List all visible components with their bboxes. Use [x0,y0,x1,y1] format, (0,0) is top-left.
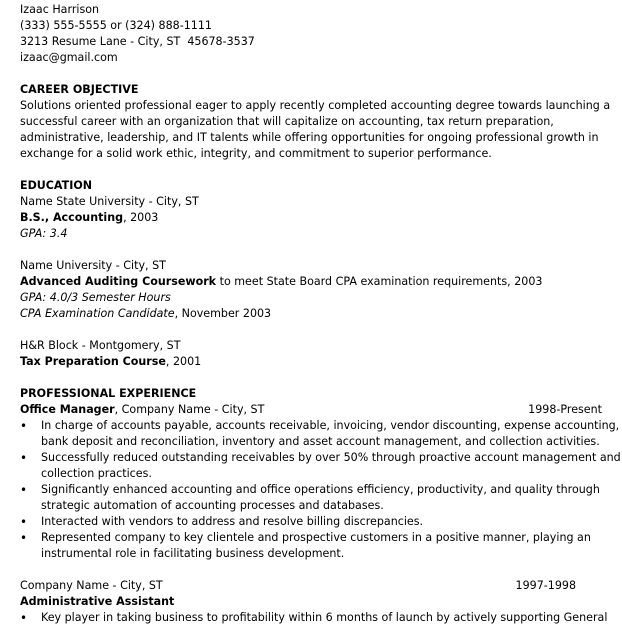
section-heading-experience: PROFESSIONAL EXPERIENCE [20,387,197,400]
list-item [20,530,602,562]
spacer [20,66,602,82]
spacer [20,242,602,258]
resume-document [20,2,621,626]
job-header [20,578,576,594]
bullet-line: Key player in taking business to profitability within 6 months of launch by actively supporting General [41,611,608,624]
section-heading-education: EDUCATION [20,179,93,192]
list-item [20,450,621,482]
bullet-line: collection practices. [41,467,152,480]
job-dates: 1998-Present [528,403,602,416]
education-entry [20,194,602,242]
job-entry [20,402,621,562]
candidate-label: CPA Examination Candidate [20,307,175,320]
bullet-icon: • [20,451,28,465]
bullet-line: Successfully reduced outstanding receivables by over 50% through proactive account management and [41,451,621,464]
bullet-icon: • [20,531,28,545]
contact-phone: (333) 555-5555 or (324) 888-1111 [20,19,212,32]
job-company: , Company Name - City, ST [114,403,265,416]
contact-address: 3213 Resume Lane - City, ST 45678-3537 [20,35,255,48]
objective-line: successful career with an organization that will capitalize on accounting, tax return preparation, [20,115,554,128]
list-item [20,418,620,450]
bullet-line: instrumental role in facilitating business development. [41,547,345,560]
job-header [20,402,602,418]
objective-line: exchange for a solid work ethic, integrity, and commitment to superior performance. [20,147,492,160]
job-company: Company Name - City, ST [20,579,163,592]
bullet-icon: • [20,611,28,625]
degree-name: B.S., Accounting [20,211,124,224]
education-entry [20,338,602,370]
bullet-line: Interacted with vendors to address and resolve billing discrepancies. [41,515,424,528]
experience-section [20,386,621,626]
degree-year: , 2003 [123,211,159,224]
job-dates: 1997-1998 [515,579,576,592]
bullet-line: strategic automation of accounting processes and databases. [41,499,384,512]
bullet-icon: • [20,515,28,529]
spacer [20,562,602,578]
contact-section [20,2,602,66]
job-title: Office Manager [20,403,115,416]
spacer [20,162,602,178]
bullet-line: bank deposit and reconciliation, inventory and asset account management, and collection activities. [41,435,600,448]
education-school: Name State University - City, ST [20,195,199,208]
job-bullet-list [20,610,608,626]
bullet-line: Represented company to key clientele and prospective customers in a positive manner, playing an [41,531,591,544]
job-title-company [20,402,264,418]
list-item [20,610,608,626]
education-degree [20,210,602,226]
job-title: Administrative Assistant [20,595,175,608]
course-detail: to meet State Board CPA examination requirements, 2003 [216,275,543,288]
contact-email: izaac@gmail.com [20,51,118,64]
education-school: H&R Block - Montgomery, ST [20,339,181,352]
education-gpa: GPA: 3.4 [20,227,68,240]
bullet-line: Significantly enhanced accounting and office operations efficiency, productivity, and quality through [41,483,600,496]
course-year: , 2001 [165,355,202,368]
objective-line: Solutions oriented professional eager to apply recently completed accounting degree towards launching a [20,99,611,112]
list-item [20,482,602,514]
job-entry [20,578,608,626]
education-school: Name University - City, ST [20,259,166,272]
education-gpa: GPA: 4.0/3 Semester Hours [20,291,171,304]
list-item [20,514,602,530]
course-name: Advanced Auditing Coursework [20,275,217,288]
objective-section [20,82,611,162]
education-entry [20,258,602,322]
education-course [20,274,602,290]
contact-name: Izaac Harrison [20,3,100,16]
spacer [20,322,602,338]
education-section [20,178,602,370]
education-course [20,354,602,370]
bullet-icon: • [20,483,28,497]
objective-line: administrative, leadership, and IT talents while offering opportunities for ongoing professional growth in [20,131,599,144]
bullet-line: In charge of accounts payable, accounts receivable, invoicing, vendor discounting, expense accounting, [41,419,620,432]
education-candidate [20,306,602,322]
section-heading-objective: CAREER OBJECTIVE [20,83,139,96]
job-bullet-list [20,418,621,562]
bullet-icon: • [20,419,28,433]
spacer [20,370,602,386]
course-name: Tax Preparation Course [20,355,166,368]
candidate-date: , November 2003 [174,307,272,320]
